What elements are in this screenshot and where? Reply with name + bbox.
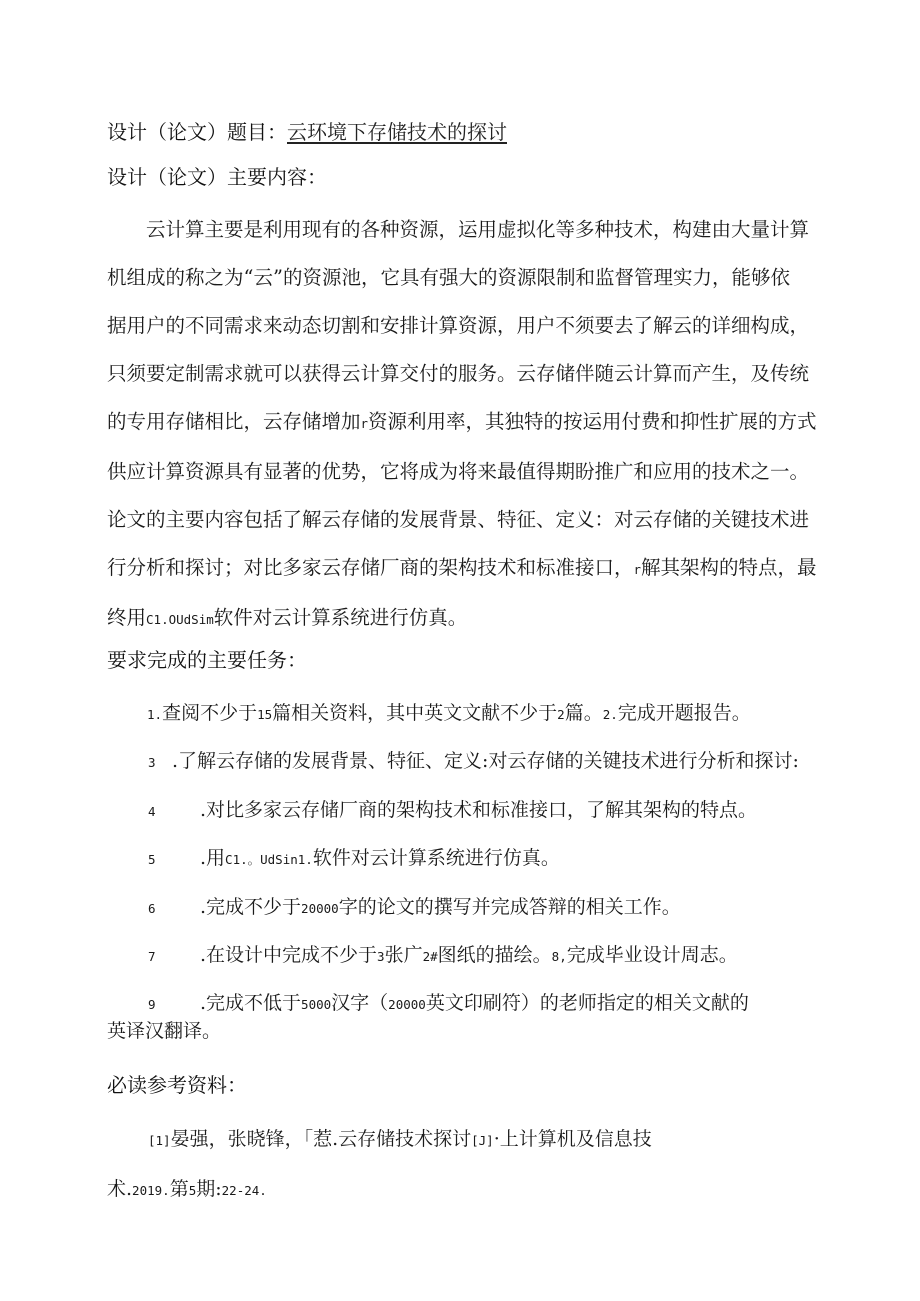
task-text: 篇。 <box>564 702 603 724</box>
task-text: 完成毕业设计周志。 <box>566 944 738 966</box>
task-number: 1. <box>147 707 163 722</box>
content-line: 供应计算资源具有显著的优势，它将成为将来最值得期盼推广和应用的技术之一。 <box>107 460 810 483</box>
reference-type: [J] <box>471 1133 494 1148</box>
task-text: .完成不少于 <box>200 896 302 918</box>
task-inline-number: C1.。UdSin1. <box>225 852 313 867</box>
task-text: 字的论文的撰写并完成答辩的相关工作。 <box>338 896 681 918</box>
content-fragment: 解其架构的特点，最 <box>641 556 817 579</box>
task-item-3 <box>148 746 799 778</box>
task-number: 4 <box>148 804 156 819</box>
content-fragment: 行分析和探讨；对比多家云存储厂商的架构技术和标准接口， <box>107 556 634 579</box>
task-text: .用 <box>200 847 226 869</box>
task-item-1 <box>147 698 751 730</box>
thesis-title-label: 设计（论文）题目： <box>107 120 287 144</box>
reference-number: [1] <box>148 1133 171 1148</box>
task-number: 6 <box>148 901 156 916</box>
content-line <box>107 544 843 594</box>
task-text: 张广 <box>384 944 423 966</box>
task-text: 汉字（ <box>331 992 389 1014</box>
reference-item-1-continued <box>107 1174 267 1206</box>
task-text: .对比多家云存储厂商的架构技术和标准接口，了解其架构的特点。 <box>200 799 758 821</box>
content-line: 论文的主要内容包括了解云存储的发展背景、特征、定义：对云存储的关键技术进 <box>107 508 810 531</box>
content-line <box>107 594 843 644</box>
thesis-title-line <box>107 117 507 147</box>
task-inline-number: 2 <box>557 707 565 722</box>
content-line <box>107 398 843 448</box>
task-inline-number: 15 <box>257 707 273 722</box>
task-inline-number: 20000 <box>388 997 426 1012</box>
content-line: 只须要定制需求就可以获得云计算交付的服务。云存储伴随云计算而产生，及传统 <box>107 362 810 385</box>
content-fragment: 资源利用率，其独特的按运用付费和抑性扩展的方式 <box>368 410 817 433</box>
task-item-5 <box>148 843 560 875</box>
task-text: 图纸的描绘。 <box>437 944 552 966</box>
task-item-9-continued: 英译汉翻译。 <box>107 1020 222 1042</box>
task-number: 9 <box>148 997 156 1012</box>
reference-text: 晏强，张晓锋，「惹.云存储技术探讨 <box>170 1128 472 1150</box>
task-inline-number: 5000 <box>301 997 332 1012</box>
content-fragment: 的专用存储相比，云存储增加 <box>107 410 361 433</box>
content-paragraph <box>107 206 843 644</box>
content-line: 云计算主要是利用现有的各种资源，运用虚拟化等多种技术，构建由大量计算 <box>146 218 810 241</box>
content-line: 机组成的称之为“云”的资源池，它具有强大的资源限制和监督管理实力，能够依 <box>107 266 790 289</box>
task-number: 3 <box>148 755 156 770</box>
task-number: 5 <box>148 852 156 867</box>
content-small-glyph: r <box>633 562 642 577</box>
task-item-7 <box>148 940 738 972</box>
content-small-text: C1.OUdSim <box>146 612 214 627</box>
reference-text: ·上计算机及信息技 <box>493 1128 652 1150</box>
task-inline-number: 3 <box>377 949 385 964</box>
content-line: 据用户的不同需求来动态切割和安排计算资源，用户不须要去了解云的详细构成， <box>107 314 810 337</box>
reference-item-1 <box>148 1124 652 1156</box>
task-text: 完成开题报告。 <box>617 702 751 724</box>
task-text: 软件对云计算系统进行仿真。 <box>312 847 560 869</box>
reference-issue: 5 <box>188 1183 197 1198</box>
task-number: 7 <box>148 949 156 964</box>
references-heading: 必读参考资料： <box>107 1073 247 1097</box>
content-small-glyph: r <box>360 416 369 431</box>
thesis-title-value: 云环境下存储技术的探讨 <box>287 120 507 144</box>
reference-text: 期: <box>196 1178 222 1200</box>
task-text: .在设计中完成不少于 <box>200 944 378 966</box>
task-inline-number: 8, <box>551 949 567 964</box>
content-heading: 设计（论文）主要内容： <box>107 165 327 189</box>
reference-year: 2019. <box>132 1183 170 1198</box>
content-fragment: 软件对云计算系统进行仿真。 <box>213 606 468 629</box>
content-fragment: 终用 <box>107 606 147 629</box>
task-item-6 <box>148 892 681 924</box>
task-text: .完成不低于 <box>200 992 302 1014</box>
task-inline-number: 2. <box>602 707 618 722</box>
reference-text: 第 <box>169 1178 189 1200</box>
reference-pages: 22-24. <box>221 1183 267 1198</box>
task-text: 英文印刷符）的老师指定的相关文献的 <box>425 992 749 1014</box>
task-text: 查阅不少于 <box>162 702 258 724</box>
tasks-heading: 要求完成的主要任务： <box>107 648 307 672</box>
reference-text: 术. <box>107 1178 133 1200</box>
task-inline-number: 20000 <box>301 901 339 916</box>
task-item-4 <box>148 795 757 827</box>
task-inline-number: 2# <box>422 949 438 964</box>
task-item-9 <box>148 988 749 1020</box>
task-text: .了解云存储的发展背景、特征、定义:对云存储的关键技术进行分析和探讨: <box>172 750 799 772</box>
task-text: 篇相关资料，其中英文文献不少于 <box>272 702 558 724</box>
